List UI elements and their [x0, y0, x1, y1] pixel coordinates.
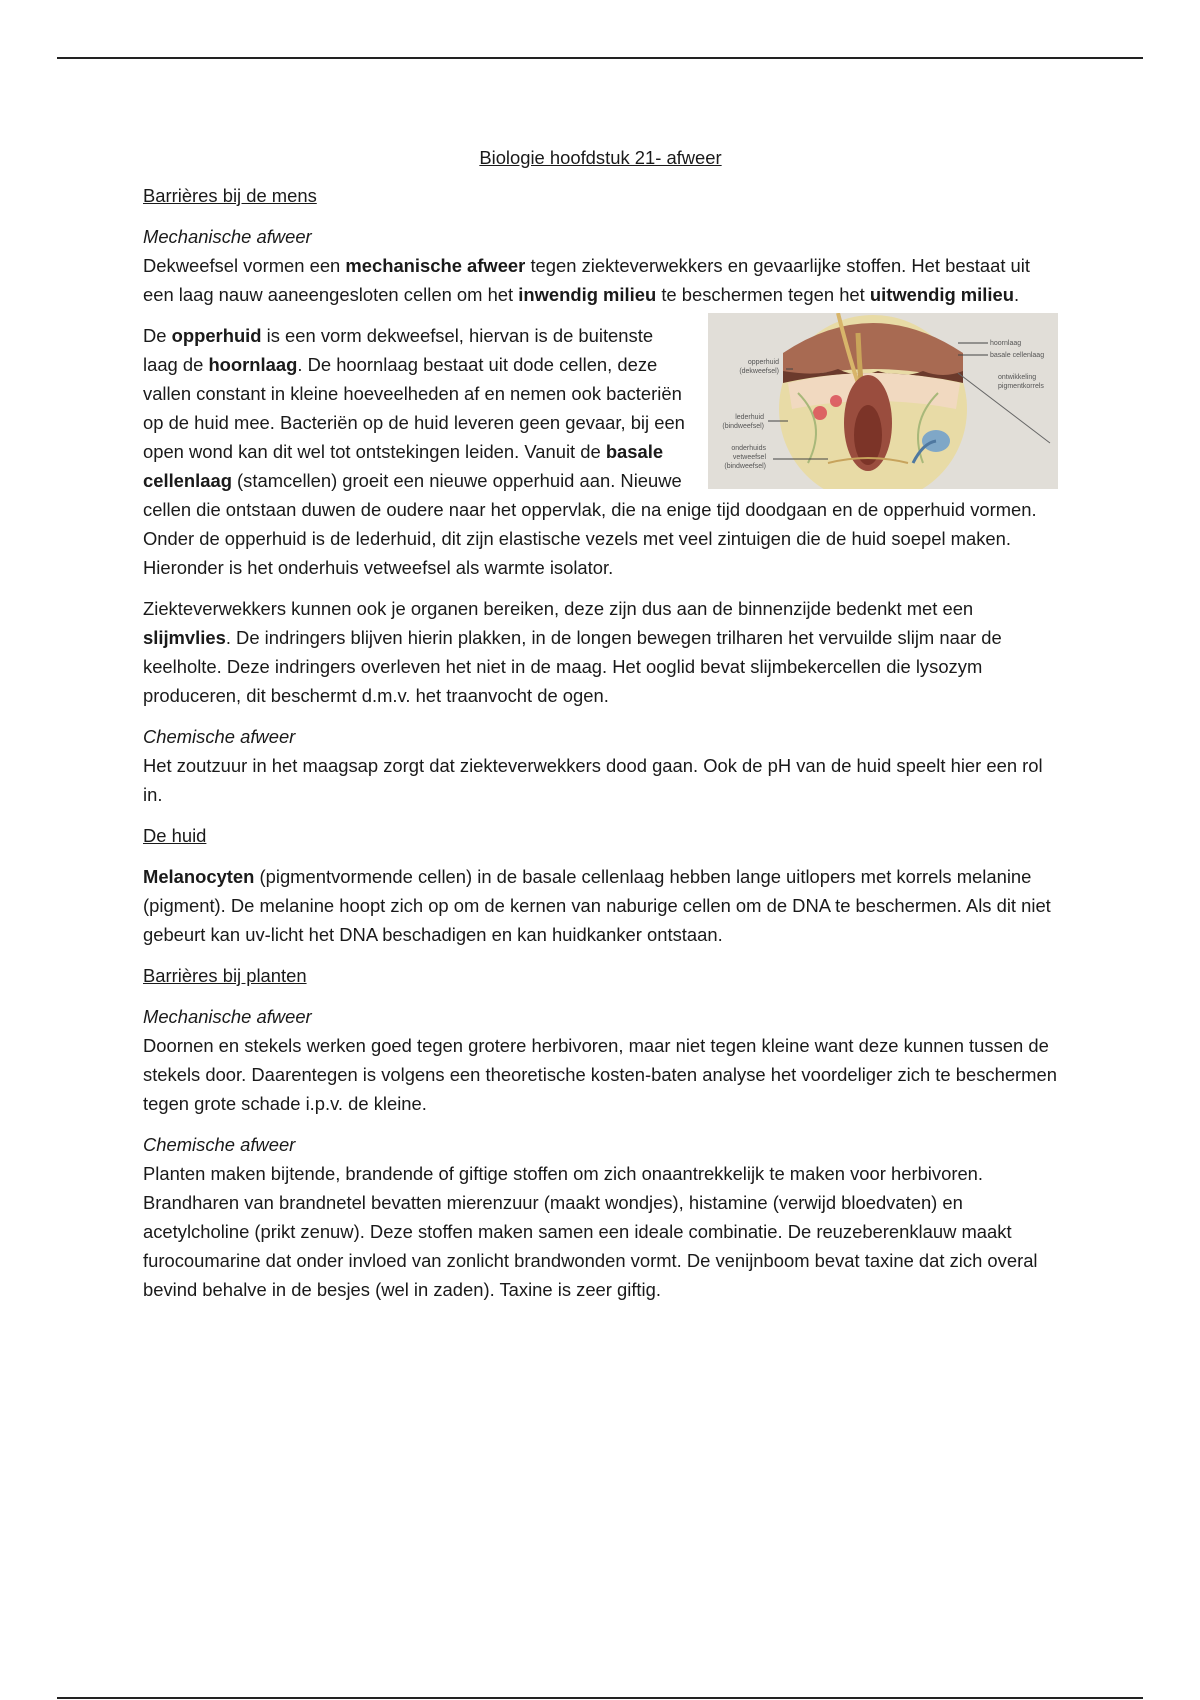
paragraph-opperhuid: De opperhuid is een vorm dekweefsel, hiervan is de buitenste laag de hoornlaag. De hoornlaag bestaat uit dode cellen, deze vallen constant in kleine hoeveelheden af en nemen ook bacteriën op de huid mee. Bacteriën op de huid leveren geen gevaar, bij een open wond kan dit wel tot ontstekingen leiden. Vanuit de basale cellenlaag (stamcellen) groeit een nieuwe opperhuid aan. Nieuwe cellen die ontstaan duwen de oudere naar het oppervlak, die na enige tijd doodgaan en de opperhuid vormen. Onder de opperhuid is de lederhuid, dit zijn elastische vezels met veel zintuigen die de huid soepel maken. Hieronder is het onderhuis vetweefsel als warmte isolator.: [143, 325, 1037, 578]
label-opperhuid: opperhuid: [747, 359, 779, 366]
paragraph-zoutzuur: Het zoutzuur in het maagsap zorgt dat ziekteverwekkers dood gaan. Ook de pH van de huid speelt hier een rol in.: [143, 755, 1043, 805]
paragraph-doornen: Doornen en stekels werken goed tegen grotere herbivoren, maar niet tegen kleine want deze kunnen tussen de stekels door. Daarentegen is volgens een theoretische kosten-baten analyse het voordeliger zich te beschermen tegen grote schade i.p.v. de kleine.: [143, 1035, 1057, 1114]
paragraph-dekweefsel: Dekweefsel vormen een mechanische afweer tegen ziekteverwekkers en gevaarlijke stoffen. Het bestaat uit een laag nauw aaneengesloten cellen om het inwendig milieu te beschermen tegen het uitwendig milieu.: [143, 255, 1030, 305]
label-onderhuid-sub2: (bindweefsel): [724, 463, 766, 470]
label-opperhuid-sub: (dekweefsel): [739, 368, 779, 375]
subheading-chemische-afweer: Chemische afweer: [143, 726, 296, 747]
section-heading-mens: Barrières bij de mens: [143, 185, 317, 206]
subheading-planten-chemische-afweer: Chemische afweer: [143, 1134, 296, 1155]
label-lederhuid-sub: (bindweefsel): [722, 423, 764, 430]
paragraph-melanocyten: Melanocyten (pigmentvormende cellen) in de basale cellenlaag hebben lange uitlopers met korrels melanine (pigment). De melanine hoopt zich op om de kernen van naburige cellen om de DNA te beschermen. Als dit niet gebeurt kan uv-licht het DNA beschadigen en kan huidkanker ontstaan.: [143, 866, 1051, 945]
page-title: Biologie hoofdstuk 21- afweer: [479, 147, 722, 168]
skin-diagram-figure: [708, 313, 1058, 489]
top-rule: [57, 57, 1143, 59]
section-heading-planten: Barrières bij planten: [143, 965, 307, 986]
bottom-rule: [57, 1697, 1143, 1699]
document-page: [143, 143, 1058, 1316]
label-hoornlaag: hoornlaag: [990, 340, 1022, 347]
skin-cross-section-illustration: [708, 313, 1058, 489]
label-onderhuid-sub1: vetweefsel: [732, 454, 766, 461]
paragraph-brandharen: Planten maken bijtende, brandende of giftige stoffen om zich onaantrekkelijk te maken voor herbivoren. Brandharen van brandnetel bevatten mierenzuur (maakt wondjes), histamine (verwijd bloedvaten) en acetylcholine (prikt zenuw). Deze stoffen maken samen een ideale combinatie. De reuzeberenklauw maakt furocoumarine dat onder invloed van zonlicht brandwonden vormt. De venijnboom bevat taxine dat zich overal bevind behalve in de besjes (wel in zaden). Taxine is zeer giftig.: [143, 1163, 1038, 1300]
label-pigmentkorrels: pigmentkorrels: [998, 383, 1044, 390]
subheading-planten-mechanische-afweer: Mechanische afweer: [143, 1006, 312, 1027]
label-ontwikkeling: ontwikkeling: [998, 374, 1037, 381]
paragraph-slijmvlies: Ziekteverwekkers kunnen ook je organen bereiken, deze zijn dus aan de binnenzijde bedenkt met een slijmvlies. De indringers blijven hierin plakken, in de longen bewegen trilharen het vervuilde slijm naar de keelholte. Deze indringers overleven het niet in de maag. Het ooglid bevat slijmbekercellen die lysozym produceren, dit beschermt d.m.v. het traanvocht de ogen.: [143, 598, 1002, 706]
label-onderhuid: onderhuids: [731, 445, 766, 452]
section-heading-huid: De huid: [143, 825, 207, 846]
subheading-mechanische-afweer: Mechanische afweer: [143, 226, 312, 247]
label-lederhuid: lederhuid: [735, 414, 764, 421]
label-basale-cellenlaag: basale cellenlaag: [990, 352, 1045, 359]
